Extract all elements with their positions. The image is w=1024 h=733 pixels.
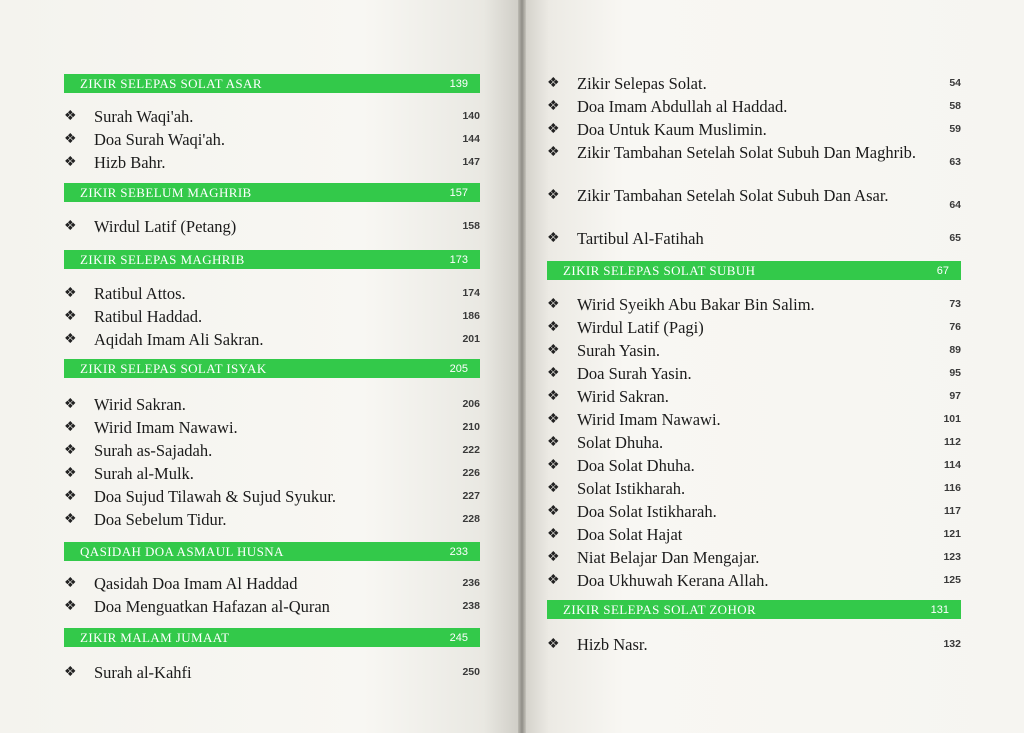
- bullet-icon: ❖: [547, 389, 560, 404]
- entry-title: Wirid Sakran.: [577, 387, 669, 406]
- entry-title: Aqidah Imam Ali Sakran.: [94, 330, 264, 349]
- section-page-number: 139: [449, 77, 468, 90]
- toc-entry[interactable]: [64, 283, 480, 304]
- bullet-icon: ❖: [64, 665, 77, 680]
- bullet-icon: ❖: [547, 297, 560, 312]
- toc-entry[interactable]: [547, 634, 961, 655]
- entry-title: Ratibul Attos.: [94, 284, 186, 303]
- section-page-number: 205: [449, 362, 468, 375]
- entry-title: Doa Menguatkan Hafazan al-Quran: [94, 597, 330, 616]
- book-gutter: [518, 0, 526, 733]
- entry-title: Hizb Bahr.: [94, 153, 166, 172]
- section-title: ZIKIR SELEPAS MAGHRIB: [80, 251, 245, 267]
- entry-page-number: 54: [949, 77, 961, 89]
- section-page-number: 245: [449, 631, 468, 644]
- bullet-icon: ❖: [547, 188, 560, 203]
- toc-entry[interactable]: [547, 386, 961, 407]
- entry-page-number: 64: [949, 199, 961, 211]
- bullet-icon: ❖: [547, 122, 560, 137]
- entry-page-number: 206: [462, 398, 480, 410]
- entry-page-number: 97: [949, 390, 961, 402]
- entry-page-number: 144: [462, 133, 480, 145]
- entry-page-number: 226: [462, 467, 480, 479]
- toc-entry[interactable]: [547, 478, 961, 499]
- bullet-icon: ❖: [547, 481, 560, 496]
- section-title: ZIKIR SELEPAS SOLAT SUBUH: [563, 262, 756, 278]
- entry-title: Zikir Selepas Solat.: [577, 74, 707, 93]
- section-title: ZIKIR MALAM JUMAAT: [80, 629, 230, 645]
- bullet-icon: ❖: [64, 109, 77, 124]
- toc-entry[interactable]: [547, 185, 961, 211]
- bullet-icon: ❖: [547, 435, 560, 450]
- entry-title: Doa Sebelum Tidur.: [94, 510, 227, 529]
- entry-title: Surah al-Mulk.: [94, 464, 194, 483]
- toc-entry[interactable]: [64, 329, 480, 350]
- entry-title: Qasidah Doa Imam Al Haddad: [94, 574, 298, 593]
- bullet-icon: ❖: [64, 489, 77, 504]
- section-page-number: 131: [930, 603, 949, 616]
- toc-entry[interactable]: [547, 340, 961, 361]
- entry-page-number: 250: [462, 666, 480, 678]
- entry-title: Doa Sujud Tilawah & Sujud Syukur.: [94, 487, 337, 506]
- entry-page-number: 238: [462, 600, 480, 612]
- entry-title: Tartibul Al-Fatihah: [577, 229, 704, 248]
- section-title: ZIKIR SELEPAS SOLAT ISYAK: [80, 360, 267, 376]
- entry-title: Doa Ukhuwah Kerana Allah.: [577, 571, 769, 590]
- toc-entry[interactable]: [547, 228, 961, 249]
- entry-title: Doa Imam Abdullah al Haddad.: [577, 97, 788, 116]
- bullet-icon: ❖: [547, 366, 560, 381]
- entry-page-number: 58: [949, 100, 961, 112]
- entry-page-number: 228: [462, 513, 480, 525]
- entry-title: Hizb Nasr.: [577, 635, 648, 654]
- bullet-icon: ❖: [547, 550, 560, 565]
- toc-entry[interactable]: [547, 96, 961, 117]
- toc-entry[interactable]: [547, 524, 961, 545]
- toc-entry[interactable]: [547, 409, 961, 430]
- entry-title: Doa Surah Waqi'ah.: [94, 130, 226, 149]
- entry-page-number: 101: [943, 413, 961, 425]
- toc-entry[interactable]: [547, 363, 961, 384]
- toc-entry[interactable]: [547, 501, 961, 522]
- entry-page-number: 201: [462, 333, 480, 345]
- entry-title: Niat Belajar Dan Mengajar.: [577, 548, 760, 567]
- entry-page-number: 236: [462, 577, 480, 589]
- bullet-icon: ❖: [547, 458, 560, 473]
- toc-entry[interactable]: [64, 152, 480, 173]
- section-page-number: 157: [449, 186, 468, 199]
- toc-entry[interactable]: [64, 306, 480, 327]
- entry-page-number: 117: [944, 505, 961, 517]
- section-header: [64, 359, 480, 378]
- entry-page-number: 132: [943, 638, 961, 650]
- entry-page-number: 125: [943, 574, 961, 586]
- entry-page-number: 222: [462, 444, 480, 456]
- section-page-number: 173: [449, 253, 468, 266]
- entry-title: Doa Solat Istikharah.: [577, 502, 717, 521]
- entry-page-number: 174: [462, 287, 480, 299]
- section-header: [64, 628, 480, 647]
- toc-entry[interactable]: [547, 294, 961, 315]
- bullet-icon: ❖: [64, 512, 77, 527]
- bullet-icon: ❖: [547, 76, 560, 91]
- bullet-icon: ❖: [547, 99, 560, 114]
- bullet-icon: ❖: [547, 637, 560, 652]
- entry-title: Doa Solat Dhuha.: [577, 456, 695, 475]
- toc-entry[interactable]: [547, 119, 961, 140]
- section-header: [64, 183, 480, 202]
- bullet-icon: ❖: [64, 309, 77, 324]
- toc-entry[interactable]: [64, 486, 480, 507]
- toc-entry[interactable]: [547, 455, 961, 476]
- bullet-icon: ❖: [547, 320, 560, 335]
- entry-title: Surah as-Sajadah.: [94, 441, 213, 460]
- entry-page-number: 95: [949, 367, 961, 379]
- entry-title: Wirid Sakran.: [94, 395, 186, 414]
- entry-title: Wirdul Latif (Petang): [94, 217, 237, 236]
- entry-title: Surah Yasin.: [577, 341, 660, 360]
- entry-page-number: 123: [943, 551, 961, 563]
- entry-page-number: 89: [949, 344, 961, 356]
- bullet-icon: ❖: [64, 443, 77, 458]
- bullet-icon: ❖: [547, 504, 560, 519]
- entry-page-number: 116: [944, 482, 961, 494]
- entry-title: Doa Solat Hajat: [577, 525, 683, 544]
- entry-page-number: 73: [949, 298, 961, 310]
- entry-page-number: 65: [949, 232, 961, 244]
- section-header: [64, 542, 480, 561]
- entry-title: Zikir Tambahan Setelah Solat Subuh Dan Maghrib.: [577, 143, 917, 162]
- section-page-number: 67: [936, 264, 949, 277]
- entry-page-number: 210: [462, 421, 480, 433]
- bullet-icon: ❖: [547, 573, 560, 588]
- bullet-icon: ❖: [64, 397, 77, 412]
- entry-title: Solat Istikharah.: [577, 479, 686, 498]
- section-header: [547, 261, 961, 280]
- entry-page-number: 158: [462, 220, 480, 232]
- bullet-icon: ❖: [64, 332, 77, 347]
- bullet-icon: ❖: [64, 420, 77, 435]
- entry-page-number: 140: [462, 110, 480, 122]
- toc-entry[interactable]: [64, 662, 480, 683]
- entry-title: Solat Dhuha.: [577, 433, 664, 452]
- section-header: [64, 250, 480, 269]
- section-title: ZIKIR SELEPAS SOLAT ASAR: [80, 75, 262, 91]
- entry-title: Surah al-Kahfi: [94, 663, 192, 682]
- toc-entry[interactable]: [547, 317, 961, 338]
- bullet-icon: ❖: [64, 576, 77, 591]
- bullet-icon: ❖: [547, 412, 560, 427]
- bullet-icon: ❖: [547, 231, 560, 246]
- toc-entry[interactable]: [64, 417, 480, 438]
- entry-page-number: 147: [462, 156, 480, 168]
- bullet-icon: ❖: [64, 286, 77, 301]
- entry-title: Wirid Imam Nawawi.: [94, 418, 238, 437]
- toc-entry[interactable]: [64, 509, 480, 530]
- bullet-icon: ❖: [547, 145, 560, 160]
- entry-page-number: 227: [462, 490, 480, 502]
- toc-entry[interactable]: [64, 463, 480, 484]
- entry-page-number: 63: [949, 156, 961, 168]
- toc-entry[interactable]: [547, 432, 961, 453]
- section-title: QASIDAH DOA ASMAUL HUSNA: [80, 543, 284, 559]
- entry-page-number: 76: [949, 321, 961, 333]
- toc-entry[interactable]: [547, 142, 961, 168]
- toc-entry[interactable]: [547, 570, 961, 591]
- entry-page-number: 112: [944, 436, 961, 448]
- section-title: ZIKIR SELEPAS SOLAT ZOHOR: [563, 601, 757, 617]
- toc-entry[interactable]: [547, 547, 961, 568]
- toc-entry[interactable]: [64, 106, 480, 127]
- entry-title: Zikir Tambahan Setelah Solat Subuh Dan Asar.: [577, 186, 889, 205]
- entry-title: Surah Waqi'ah.: [94, 107, 194, 126]
- entry-title: Doa Untuk Kaum Muslimin.: [577, 120, 767, 139]
- bullet-icon: ❖: [64, 132, 77, 147]
- entry-title: Wirid Syeikh Abu Bakar Bin Salim.: [577, 295, 815, 314]
- toc-entry[interactable]: [64, 129, 480, 150]
- entry-page-number: 114: [944, 459, 961, 471]
- bullet-icon: ❖: [64, 466, 77, 481]
- entry-title: Doa Surah Yasin.: [577, 364, 692, 383]
- bullet-icon: ❖: [64, 219, 77, 234]
- entry-title: Wirdul Latif (Pagi): [577, 318, 704, 337]
- toc-entry[interactable]: [64, 216, 480, 237]
- toc-entry[interactable]: [64, 596, 480, 617]
- entry-page-number: 186: [462, 310, 480, 322]
- entry-title: Wirid Imam Nawawi.: [577, 410, 721, 429]
- bullet-icon: ❖: [547, 343, 560, 358]
- toc-entry[interactable]: [547, 73, 961, 94]
- toc-entry[interactable]: [64, 394, 480, 415]
- entry-title: Ratibul Haddad.: [94, 307, 203, 326]
- toc-entry[interactable]: [64, 440, 480, 461]
- entry-page-number: 59: [949, 123, 961, 135]
- bullet-icon: ❖: [547, 527, 560, 542]
- section-title: ZIKIR SEBELUM MAGHRIB: [80, 184, 252, 200]
- section-header: [64, 74, 480, 93]
- bullet-icon: ❖: [64, 599, 77, 614]
- section-header: [547, 600, 961, 619]
- toc-entry[interactable]: [64, 573, 480, 594]
- entry-page-number: 121: [943, 528, 961, 540]
- section-page-number: 233: [449, 545, 468, 558]
- bullet-icon: ❖: [64, 155, 77, 170]
